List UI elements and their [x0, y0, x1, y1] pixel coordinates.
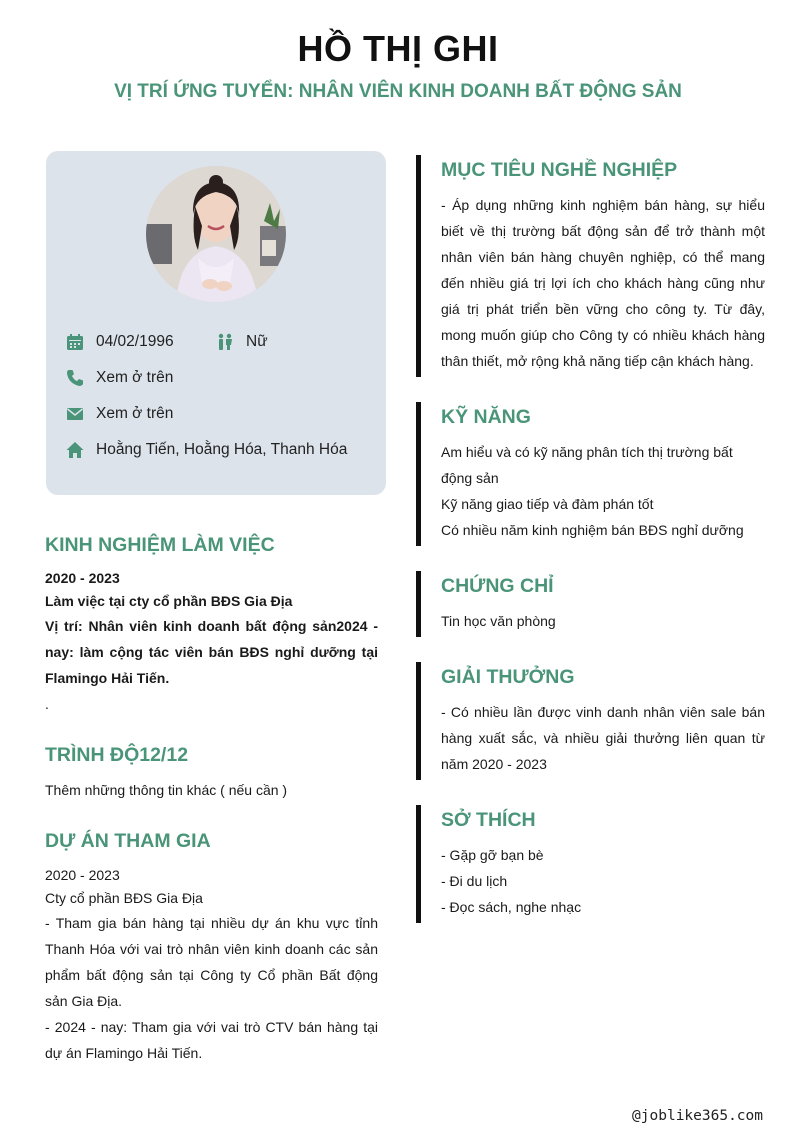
- experience-dot: .: [45, 696, 49, 712]
- home-icon: [66, 441, 84, 459]
- skill-item: Có nhiều năm kinh nghiệm bán BĐS nghỉ dưỡng: [441, 522, 744, 538]
- birthdate-row: [66, 331, 174, 353]
- experience-section: [45, 533, 378, 717]
- calendar-icon: [66, 333, 84, 351]
- hobby-item: - Gặp gỡ bạn bè: [441, 847, 544, 863]
- skills-title: KỸ NĂNG: [441, 406, 531, 428]
- awards-title: GIẢI THƯỞNG: [441, 666, 575, 688]
- certificates-title: CHỨNG CHỈ: [441, 575, 554, 597]
- certificates-section: [416, 571, 765, 637]
- objective-title: MỤC TIÊU NGHỀ NGHIỆP: [441, 159, 678, 181]
- phone-value: Xem ở trên: [96, 369, 174, 386]
- phone-row: [66, 367, 173, 389]
- avatar: [146, 166, 286, 302]
- hobby-item: - Đi du lịch: [441, 873, 508, 889]
- resume-header: [0, 28, 796, 104]
- skill-item: Am hiểu và có kỹ năng phân tích thị trường bất động sản: [441, 444, 733, 486]
- awards-section: [416, 662, 765, 780]
- education-title: TRÌNH ĐỘ12/12: [45, 744, 189, 766]
- experience-company: Làm việc tại cty cổ phần BĐS Gia Địa: [45, 593, 293, 609]
- address-row: [66, 439, 347, 461]
- certificates-content: Tin học văn phòng: [441, 613, 556, 629]
- projects-item-2: - 2024 - nay: Tham gia với vai trò CTV bán hàng tại dự án Flamingo Hải Tiến.: [45, 1019, 378, 1061]
- projects-section: [45, 829, 378, 1066]
- projects-period: 2020 - 2023: [45, 867, 120, 883]
- hobbies-section: [416, 805, 765, 923]
- skills-section: [416, 402, 765, 546]
- mail-icon: [66, 405, 84, 423]
- awards-content: - Có nhiều lần được vinh danh nhân viên sale bán hàng xuất sắc, và nhiều giải thưởng liên quan từ năm 2020 - 2023: [441, 704, 765, 772]
- profile-card: [46, 151, 386, 495]
- phone-icon: [66, 369, 84, 387]
- projects-item-1: - Tham gia bán hàng tại nhiều dự án khu vực tỉnh Thanh Hóa với vai trò nhân viên kinh doanh các sản phẩm bất động sản tại Công ty Cổ phần Bất động sản Gia Địa.: [45, 915, 378, 1009]
- education-content: Thêm những thông tin khác ( nếu cần ): [45, 782, 288, 798]
- hobbies-title: SỞ THÍCH: [441, 809, 536, 831]
- email-row: [66, 403, 173, 425]
- gender-row: [216, 331, 268, 353]
- projects-title: DỰ ÁN THAM GIA: [45, 830, 211, 852]
- objective-section: [416, 155, 765, 377]
- address-value: Hoằng Tiến, Hoằng Hóa, Thanh Hóa: [96, 441, 348, 458]
- projects-company: Cty cổ phần BĐS Gia Địa: [45, 890, 203, 906]
- birthdate-value: 04/02/1996: [96, 333, 174, 350]
- experience-title: KINH NGHIỆM LÀM VIỆC: [45, 534, 275, 556]
- experience-detail: Vị trí: Nhân viên kinh doanh bất động sản2024 - nay: làm cộng tác viên bán BĐS nghỉ dưỡng tại Flamingo Hải Tiến.: [45, 618, 378, 686]
- gender-value: Nữ: [246, 333, 268, 350]
- objective-content: - Áp dụng những kinh nghiệm bán hàng, sự hiểu biết về thị trường bất động sản để trở thành một nhân viên bán hàng chuyên nghiệp, có thể mang đến nhiều giá trị lợi ích cho khách hàng cũng như giá trị phát triển bền vững cho công ty. Từ đây, mong muốn giúp cho Công ty có nhiều khách hàng thân thiết, mở rộng khả năng tiếp cận khách hàng.: [441, 197, 765, 369]
- gender-icon: [216, 333, 234, 351]
- hobbies-list: [441, 842, 765, 920]
- footer-watermark: @joblike365.com: [632, 1108, 763, 1124]
- applied-position: VỊ TRÍ ỨNG TUYỂN: NHÂN VIÊN KINH DOANH BẤT ĐỘNG SẢN: [114, 81, 682, 102]
- email-value: Xem ở trên: [96, 405, 174, 422]
- education-section: [45, 743, 378, 803]
- skills-list: [441, 439, 765, 543]
- candidate-name: HỒ THỊ GHI: [297, 28, 499, 69]
- experience-period: 2020 - 2023: [45, 570, 120, 586]
- hobby-item: - Đọc sách, nghe nhạc: [441, 899, 582, 915]
- skill-item: Kỹ năng giao tiếp và đàm phán tốt: [441, 496, 654, 512]
